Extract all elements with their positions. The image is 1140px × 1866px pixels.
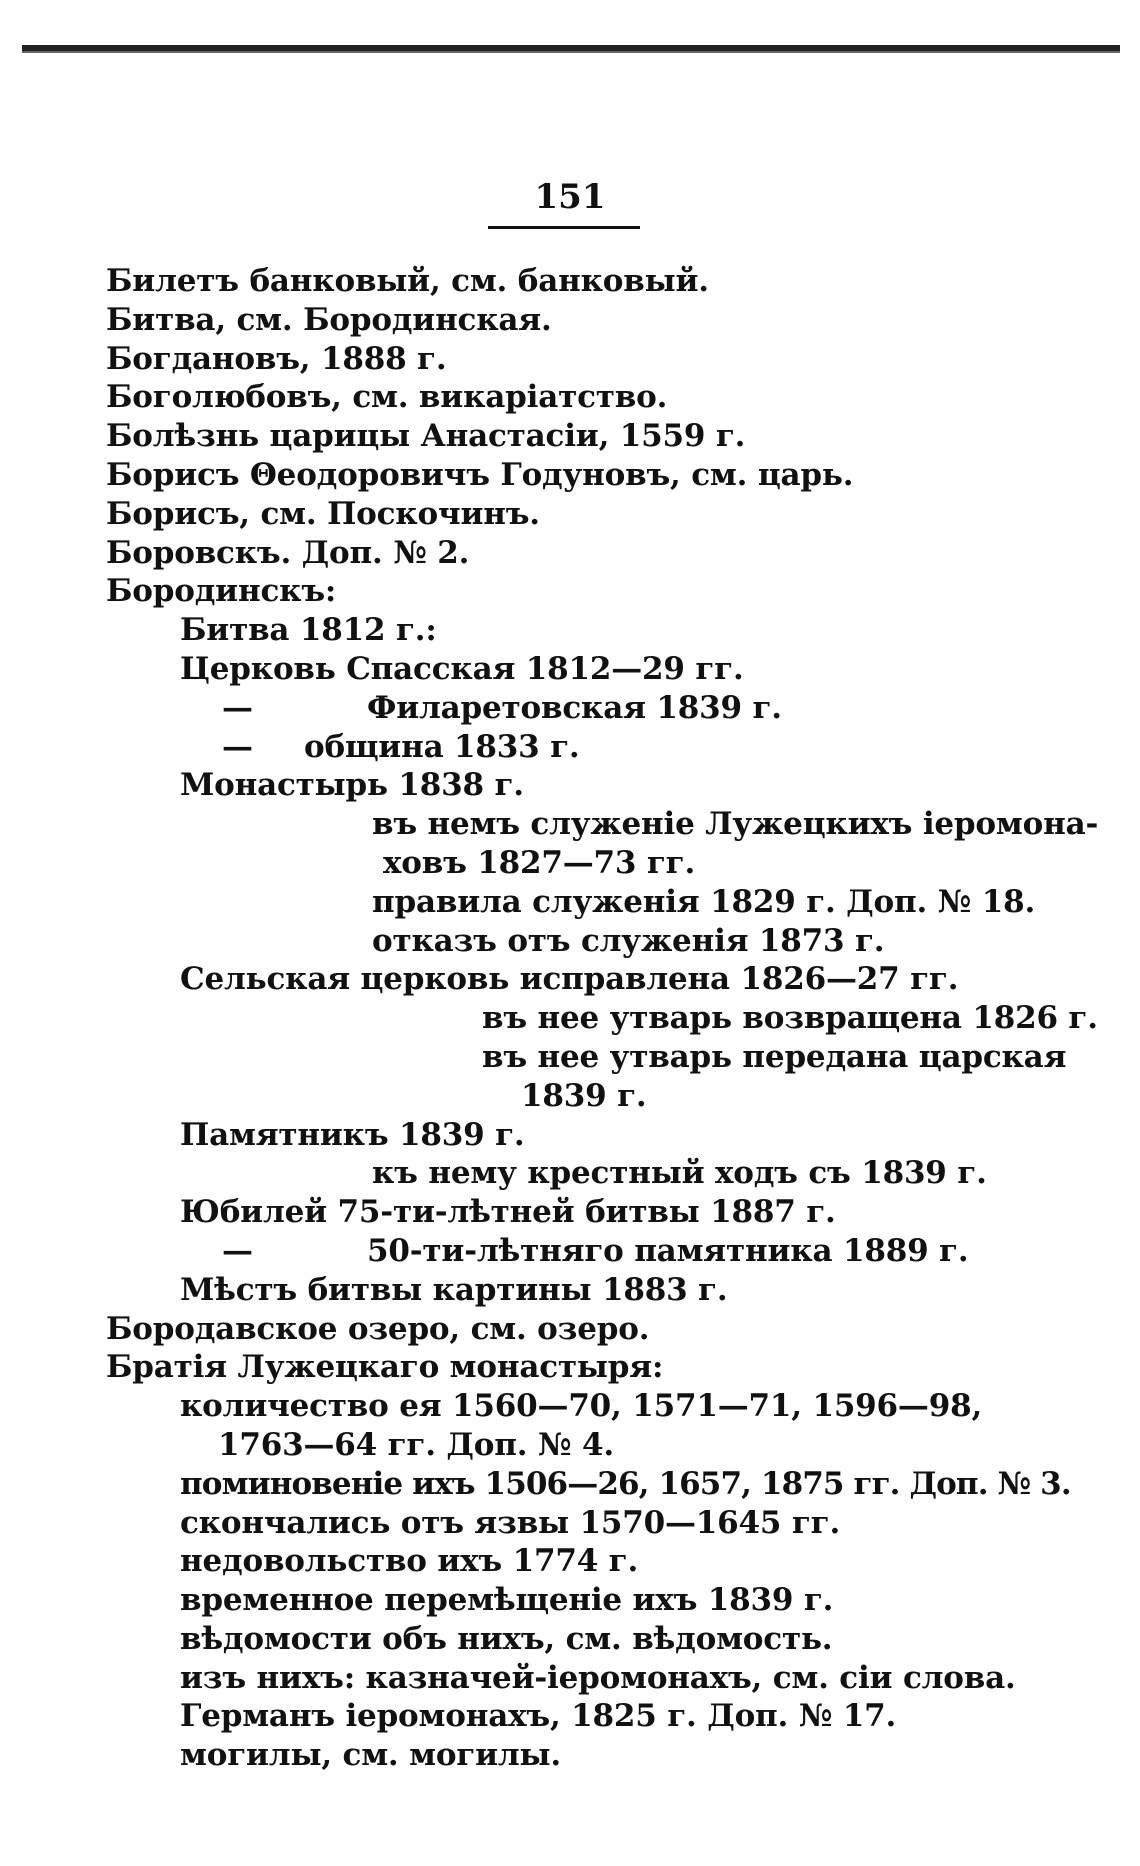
index-subentry: временное перемѣщеніе ихъ 1839 г. [180, 1582, 834, 1619]
index-subentry: скончались отъ язвы 1570—1645 гг. [180, 1504, 841, 1541]
index-subentry: въ немъ служеніе Лужецкихъ іеромона- [372, 806, 1099, 843]
page-number: 151 [534, 177, 606, 217]
index-entry: Боголюбовъ, см. викаріатство. [106, 379, 668, 416]
index-subentry: Монастырь 1838 г. [180, 767, 524, 804]
index-subentry: Сельская церковь исправлена 1826—27 гг. [180, 961, 959, 998]
index-subentry: въ нее утварь передана царская [482, 1038, 1067, 1075]
index-subentry: Церковь Спасская 1812—29 гг. [180, 650, 744, 687]
index-subentry-continuation: 1763—64 гг. Доп. № 4. [218, 1426, 614, 1463]
index-subentry: правила служенія 1829 г. Доп. № 18. [372, 883, 1036, 920]
index-subentry: Германъ іеромонахъ, 1825 г. Доп. № 17. [180, 1698, 897, 1735]
index-subentry: Юбилей 75-ти-лѣтней битвы 1887 г. [180, 1194, 836, 1231]
index-subentry: къ нему крестный ходъ съ 1839 г. [372, 1155, 987, 1192]
index-subentry: вѣдомости объ нихъ, см. вѣдомость. [180, 1620, 833, 1657]
index-subentry [0, 689, 1140, 728]
ditto-dash: — [222, 728, 253, 765]
index-entry: Братія Лужецкаго монастыря: [106, 1349, 664, 1386]
index-subentry: Памятникъ 1839 г. [180, 1116, 525, 1153]
index-subentry: отказъ отъ служенія 1873 г. [372, 922, 885, 959]
top-border-rule [22, 45, 1120, 53]
index-subentry-text: 50-ти-лѣтняго памятника 1889 г. [367, 1232, 969, 1269]
index-subentry: Мѣстъ битвы картины 1883 г. [180, 1271, 728, 1308]
index-subentry-text: община 1833 г. [304, 728, 580, 765]
index-entry: Билетъ банковый, см. банковый. [106, 263, 709, 299]
index-subentry: въ нее утварь возвращена 1826 г. [482, 1000, 1098, 1037]
index-subentry-continuation: 1839 г. [521, 1077, 647, 1114]
page-number-underline [488, 226, 640, 229]
index-entry: Болѣзнь царицы Анастасіи, 1559 г. [106, 418, 746, 455]
index-subentry: изъ нихъ: казначей-іеромонахъ, см. сіи слова. [180, 1659, 1016, 1696]
index-subentry [0, 1232, 1140, 1271]
index-entry: Богдановъ, 1888 г. [106, 340, 447, 377]
index-subentry: недовольство ихъ 1774 г. [180, 1543, 639, 1580]
index-subentry [0, 728, 1140, 767]
index-subentry-text: Филаретовская 1839 г. [367, 689, 782, 726]
index-subentry: количество ея 1560—70, 1571—71, 1596—98, [180, 1388, 983, 1425]
index-entry: Борисъ, см. Поскочинъ. [106, 495, 540, 532]
index-entries [0, 262, 1140, 1775]
index-subentry: Битва 1812 г.: [180, 612, 437, 649]
index-subentry: могилы, см. могилы. [180, 1737, 562, 1774]
ditto-dash: — [222, 689, 253, 726]
index-entry: Боровскъ. Доп. № 2. [106, 534, 470, 571]
index-entry: Бородавское озеро, см. озеро. [106, 1310, 650, 1347]
index-entry: Битва, см. Бородинская. [106, 301, 552, 338]
index-subentry-continuation: ховъ 1827—73 гг. [383, 844, 696, 881]
index-entry: Бородинскъ: [106, 573, 337, 610]
index-entry: Борисъ Θеодоровичъ Годуновъ, см. царь. [106, 456, 854, 493]
ditto-dash: — [222, 1232, 253, 1269]
index-subentry: поминовеніе ихъ 1506—26, 1657, 1875 гг. Доп. № 3. [180, 1465, 1071, 1502]
